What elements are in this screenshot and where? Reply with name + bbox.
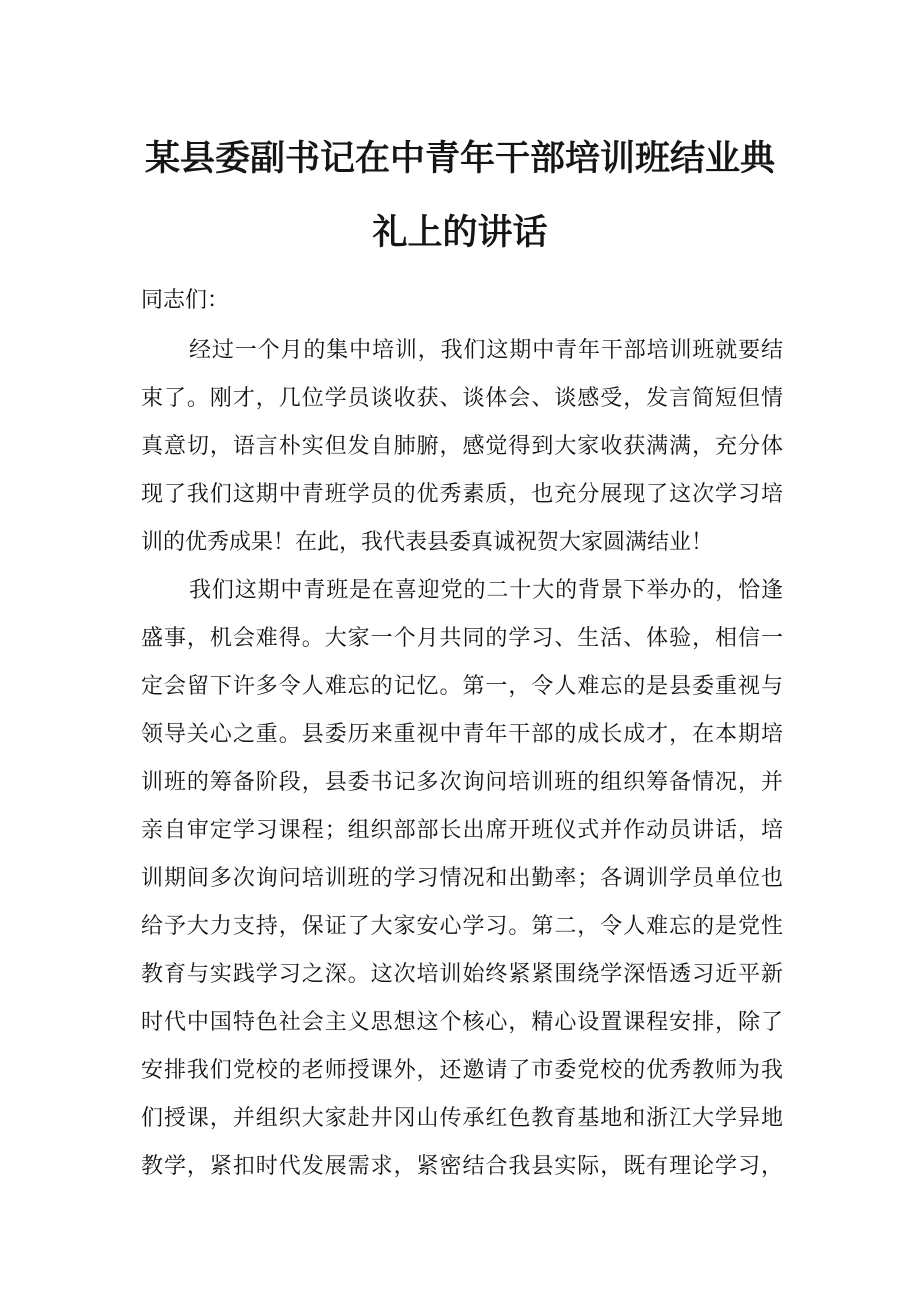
body-line: 训的优秀成果！在此，我代表县委真诚祝贺大家圆满结业！	[141, 530, 714, 555]
body-line: 教学，紧扣时代发展需求，紧密结合我县实际，既有理论学习，	[141, 1154, 783, 1179]
body-line: 盛事，机会难得。大家一个月共同的学习、生活、体验，相信一	[141, 626, 783, 651]
body-line: 时代中国特色社会主义思想这个核心，精心设置课程安排，除了	[141, 1010, 783, 1035]
body-line: 领导关心之重。县委历来重视中青年干部的成长成才，在本期培	[141, 722, 783, 747]
body-line: 安排我们党校的老师授课外，还邀请了市委党校的优秀教师为我	[141, 1058, 783, 1083]
document-title-line-2: 礼上的讲话	[372, 213, 548, 253]
body-line: 现了我们这期中青班学员的优秀素质，也充分展现了这次学习培	[141, 482, 783, 507]
body-line: 给予大力支持，保证了大家安心学习。第二，令人难忘的是党性	[141, 914, 783, 939]
body-line: 训期间多次询问培训班的学习情况和出勤率；各调训学员单位也	[141, 866, 783, 891]
body-line: 亲自审定学习课程；组织部部长出席开班仪式并作动员讲话，培	[141, 818, 783, 843]
document-title-line-1: 某县委副书记在中青年干部培训班结业典	[144, 139, 775, 179]
body-line: 真意切，语言朴实但发自肺腑，感觉得到大家收获满满，充分体	[141, 434, 783, 459]
salutation: 同志们：	[141, 288, 230, 313]
body-line: 训班的筹备阶段，县委书记多次询问培训班的组织筹备情况，并	[141, 770, 783, 795]
body-line: 教育与实践学习之深。这次培训始终紧紧围绕学深悟透习近平新	[141, 962, 783, 987]
body-line: 束了。刚才，几位学员谈收获、谈体会、谈感受，发言简短但情	[141, 386, 783, 411]
body-line: 定会留下许多令人难忘的记忆。第一，令人难忘的是县委重视与	[141, 674, 783, 699]
body-line: 我们这期中青班是在喜迎党的二十大的背景下举办的，恰逢	[189, 578, 783, 603]
body-line: 经过一个月的集中培训，我们这期中青年干部培训班就要结	[189, 338, 783, 363]
body-line: 们授课，并组织大家赴井冈山传承红色教育基地和浙江大学异地	[141, 1106, 783, 1131]
